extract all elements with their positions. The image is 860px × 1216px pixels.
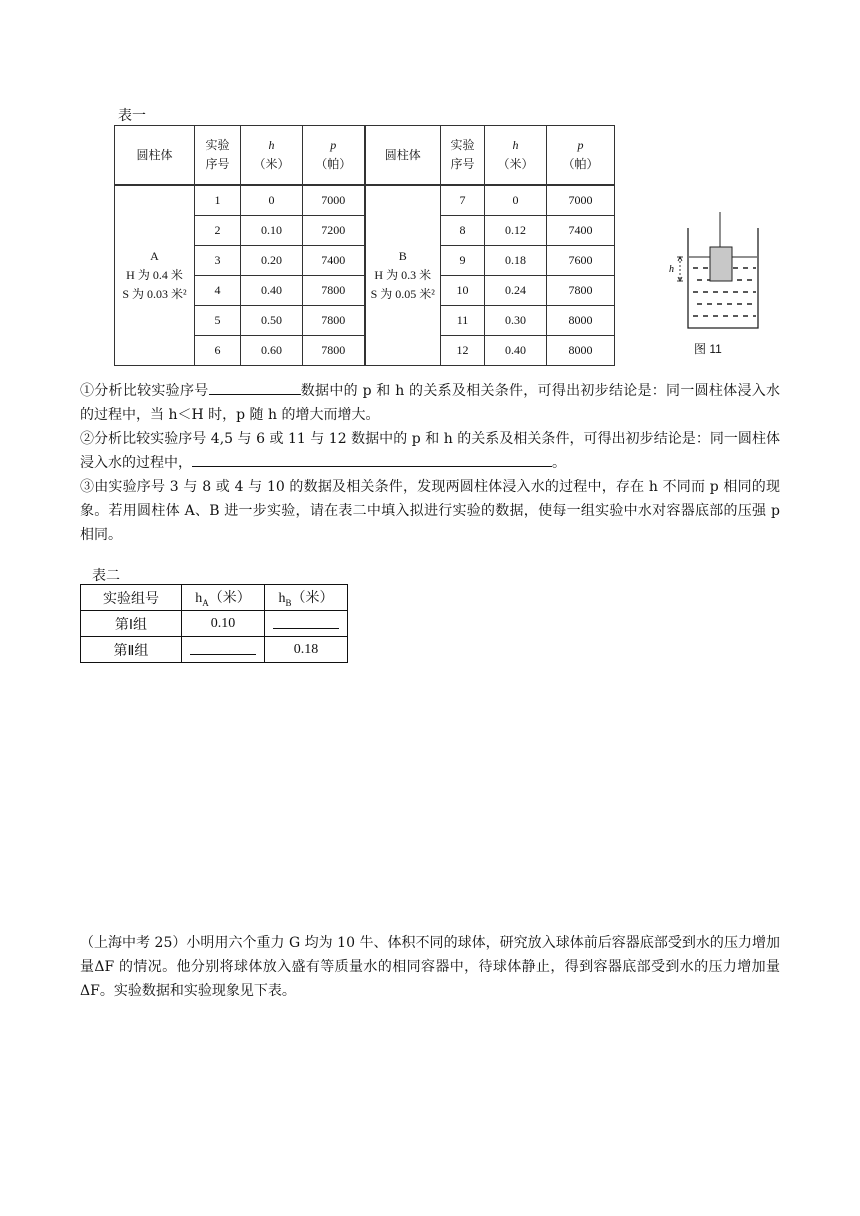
a-seq: 5	[195, 306, 241, 336]
header-ha: $h_A$（米）	[182, 585, 265, 611]
a-h: 0.50	[241, 306, 303, 336]
header-hb: $h_B$（米）	[265, 585, 348, 611]
table2-caption: 表二	[92, 568, 120, 584]
ha-blank[interactable]	[182, 637, 265, 663]
cylinder	[710, 247, 732, 281]
hb-value: 0.18	[265, 637, 348, 663]
header-h: h （米）	[241, 126, 303, 186]
a-seq: 2	[195, 216, 241, 246]
b-h: 0.30	[485, 306, 547, 336]
a-h: 0.40	[241, 276, 303, 306]
header-cylinder: 圆柱体	[115, 126, 195, 186]
table-row	[115, 185, 615, 216]
h-label: h	[669, 264, 674, 275]
b-seq: 10	[441, 276, 485, 306]
b-h: 0.40	[485, 336, 547, 366]
b-p: 7800	[547, 276, 615, 306]
a-seq: 4	[195, 276, 241, 306]
table-row	[81, 611, 348, 637]
ha-value: 0.10	[182, 611, 265, 637]
header-group: 实验组号	[81, 585, 182, 611]
a-p: 7200	[303, 216, 365, 246]
table1-header-row	[115, 126, 615, 186]
figure-caption: 图 11	[694, 342, 722, 356]
b-p: 7400	[547, 216, 615, 246]
question-3: ③由实验序号 3 与 8 或 4 与 10 的数据及相关条件，发现两圆柱体浸入水的过程中，存在 h 不同而 p 相同的现象。若用圆柱体 A、B 进一步实验，请在表二中填入拟进行实验的数据，使每一组实验中水对容器底部的压强 p 相同。	[80, 479, 780, 543]
b-h: 0.24	[485, 276, 547, 306]
a-h: 0.60	[241, 336, 303, 366]
a-p: 7800	[303, 336, 365, 366]
header-seq-b: 实验 序号	[441, 126, 485, 186]
b-p: 8000	[547, 306, 615, 336]
b-seq: 11	[441, 306, 485, 336]
table-row	[81, 637, 348, 663]
header-p: p （帕）	[303, 126, 365, 186]
b-h: 0.18	[485, 246, 547, 276]
table2-header-row	[81, 585, 348, 611]
table1	[114, 125, 615, 366]
container-figure	[660, 210, 770, 360]
b-seq: 12	[441, 336, 485, 366]
question-1: ①分析比较实验序号 数据中的 p 和 h 的关系及相关条件，可得出初步结论是：同一圆柱体浸入水的过程中，当 h＜H 时，p 随 h 的增大而增大。	[80, 379, 780, 427]
group-a-cell: A H 为 0.4 米 S 为 0.03 米²	[115, 185, 195, 366]
a-p: 7000	[303, 185, 365, 216]
a-h: 0.20	[241, 246, 303, 276]
header-p-b: p （帕）	[547, 126, 615, 186]
group-label: 第Ⅰ组	[81, 611, 182, 637]
header-seq: 实验 序号	[195, 126, 241, 186]
question-2: ②分析比较实验序号 4,5 与 6 或 11 与 12 数据中的 p 和 h 的关系及相关条件，可得出初步结论是：同一圆柱体浸入水的过程中， 。	[80, 431, 780, 471]
a-seq: 1	[195, 185, 241, 216]
hb-blank[interactable]	[265, 611, 348, 637]
b-seq: 9	[441, 246, 485, 276]
a-seq: 3	[195, 246, 241, 276]
b-h: 0	[485, 185, 547, 216]
table2	[80, 584, 348, 663]
header-h-b: h （米）	[485, 126, 547, 186]
header-cylinder-b: 圆柱体	[365, 126, 441, 186]
group-label: 第Ⅱ组	[81, 637, 182, 663]
b-h: 0.12	[485, 216, 547, 246]
a-seq: 6	[195, 336, 241, 366]
answer-blank-1[interactable]	[209, 379, 301, 395]
b-seq: 7	[441, 185, 485, 216]
question-4: （上海中考 25）小明用六个重力 G 均为 10 牛、体积不同的球体，研究放入球体前后容器底部受到水的压力增加量ΔF 的情况。他分别将球体放入盛有等质量水的相同容器中，待球体静止，得到容器底部受到水的压力增加量ΔF。实验数据和实验现象见下表。	[80, 935, 780, 999]
b-p: 7000	[547, 185, 615, 216]
b-p: 7600	[547, 246, 615, 276]
a-p: 7800	[303, 306, 365, 336]
a-p: 7800	[303, 276, 365, 306]
a-h: 0	[241, 185, 303, 216]
h-marker	[677, 257, 683, 281]
group-b-cell: B H 为 0.3 米 S 为 0.05 米²	[365, 185, 441, 366]
a-p: 7400	[303, 246, 365, 276]
table1-caption: 表一	[118, 108, 146, 124]
b-seq: 8	[441, 216, 485, 246]
answer-blank-2[interactable]	[192, 451, 552, 467]
b-p: 8000	[547, 336, 615, 366]
a-h: 0.10	[241, 216, 303, 246]
